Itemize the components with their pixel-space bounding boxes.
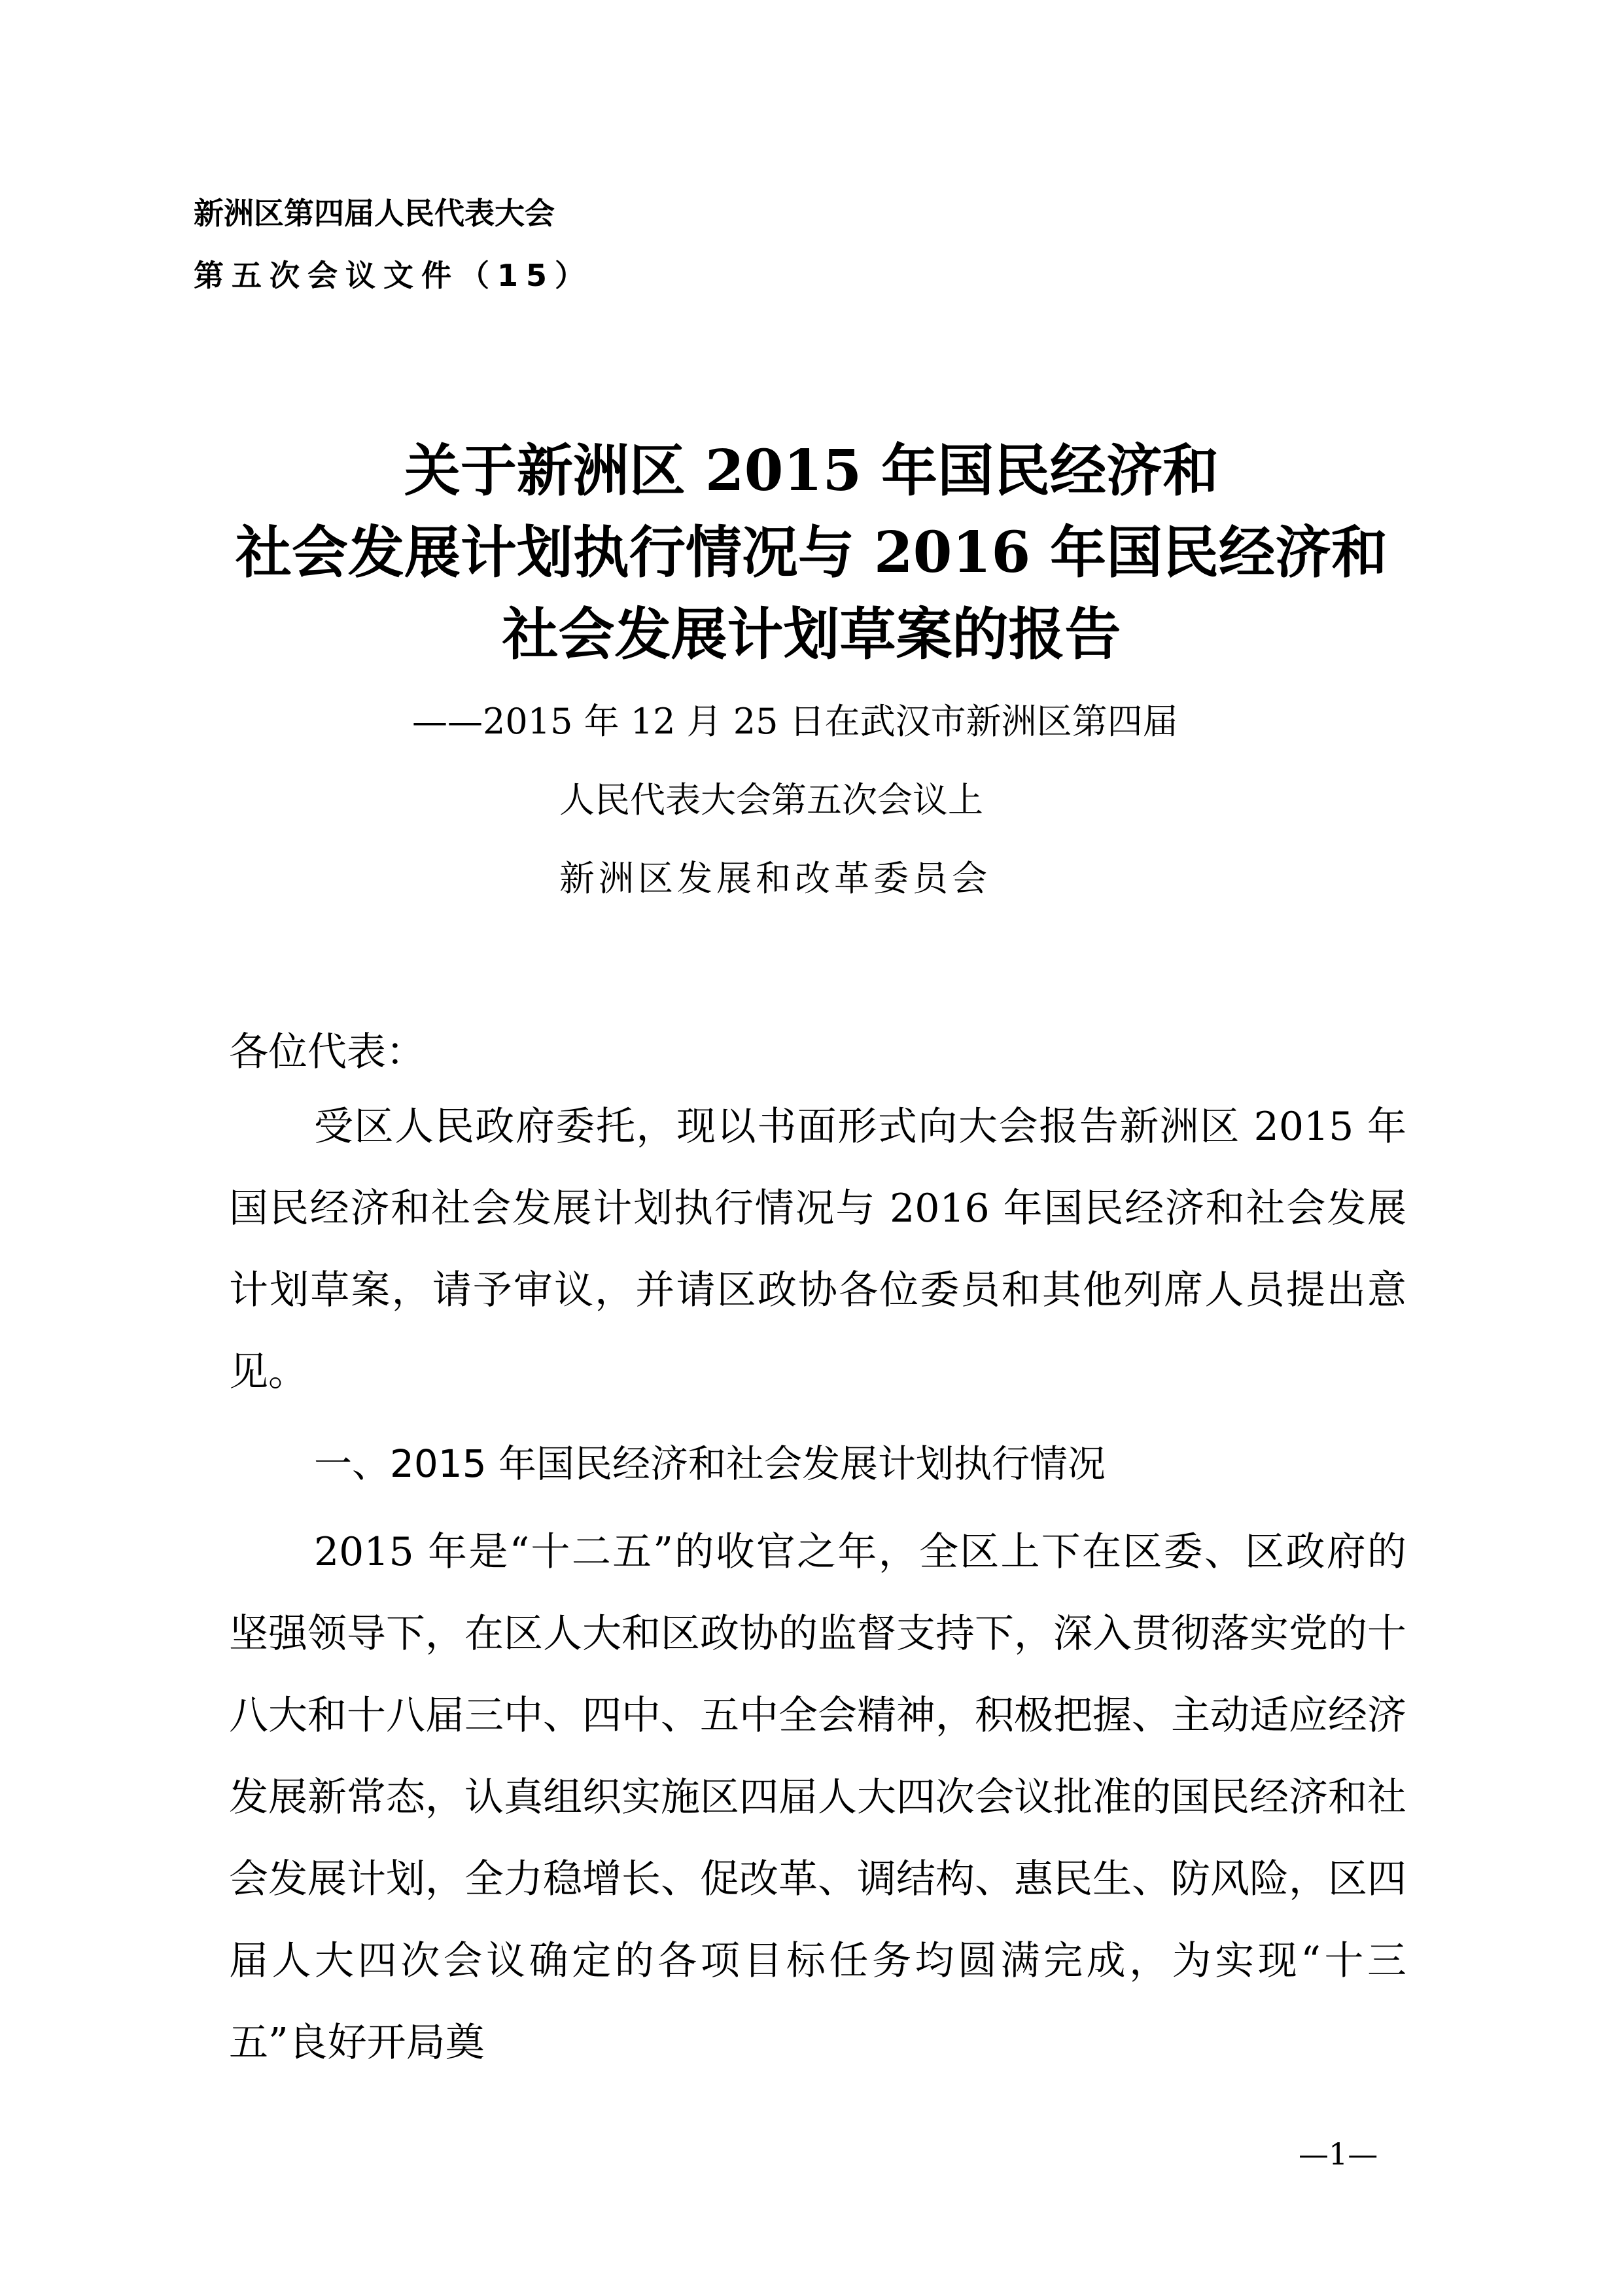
document-series-label: 新洲区第四届人民代表大会 bbox=[194, 196, 555, 231]
report-title-line-1: 关于新洲区 2015 年国民经济和 bbox=[404, 438, 1219, 504]
section-heading: 一、2015 年国民经济和社会发展计划执行情况 bbox=[314, 1441, 1106, 1486]
subtitle-date-line: ——2015 年 12 月 25 日在武汉市新洲区第四届 bbox=[412, 701, 1178, 742]
subtitle-meeting-line: 人民代表大会第五次会议上 bbox=[559, 779, 983, 821]
section-paragraph: 2015 年是“十二五”的收官之年，全区上下在区委、区政府的坚强领导下，在区人大和区政协的监督支持下，深入贯彻落实党的十八大和十八届三中、四中、五中全会精神，积极把握、主动适应经济发展新常态，认真组织实施区四届人大四次会议批准的国民经济和社会发展计划，全力稳增长、促改革、调结构、惠民生、防风险，区四届人大四次会议确定的各项目标任务均圆满完成，为实现“十三五”良好开局奠 bbox=[229, 1529, 1406, 2066]
report-title-line-2: 社会发展计划执行情况与 2016 年国民经济和 bbox=[235, 520, 1388, 586]
page-number: —1— bbox=[1299, 2136, 1378, 2172]
subtitle-author: 新洲区发展和改革委员会 bbox=[559, 858, 991, 899]
document-number-label: 第五次会议文件（15） bbox=[194, 258, 593, 293]
intro-paragraph: 受区人民政府委托，现以书面形式向大会报告新洲区 2015 年国民经济和社会发展计划执行情况与 2016 年国民经济和社会发展计划草案，请予审议，并请区政协各位委员和其他列席人员提出意见。 bbox=[229, 1104, 1406, 1395]
report-title-line-3: 社会发展计划草案的报告 bbox=[502, 601, 1121, 667]
salutation: 各位代表： bbox=[229, 1029, 425, 1075]
